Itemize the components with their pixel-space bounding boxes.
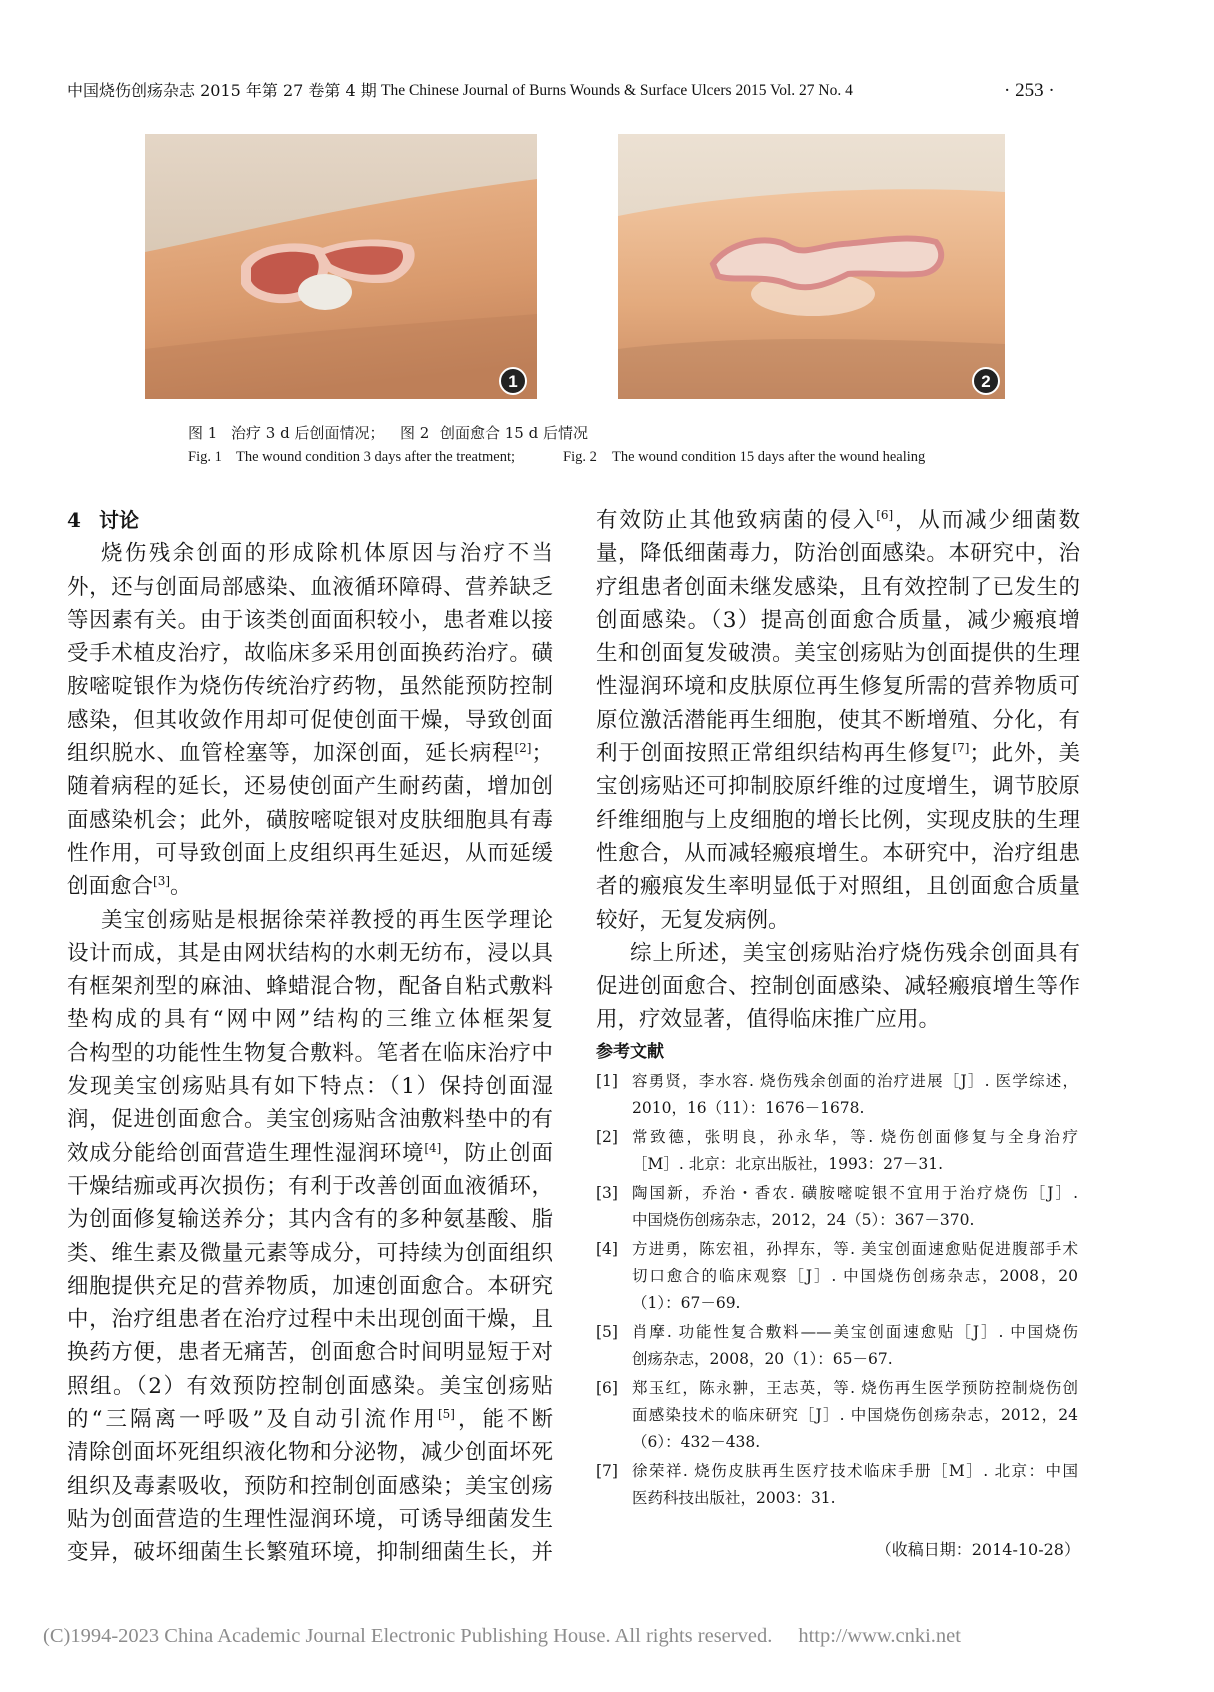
reference-text xyxy=(632,1375,1078,1456)
section-title: 讨论 xyxy=(99,508,139,532)
figure-badge-2 xyxy=(973,368,999,394)
text-line: 生和创面复发破溃。美宝创疡贴为创面提供的生理 xyxy=(596,641,1080,667)
reference-line: （1）：67－69. xyxy=(632,1293,741,1312)
text-line: 润，促进创面愈合。美宝创疡贴含油敷料垫中的有 xyxy=(67,1107,553,1133)
text-line: 发现美宝创疡贴具有如下特点：（1）保持创面湿 xyxy=(67,1074,553,1100)
text-line: 效成分能给创面营造生理性湿润环境[4]，防止创面 xyxy=(67,1140,553,1166)
reference-line: 面感染技术的临床研究［J］. 中国烧伤创疡杂志，2012，24 xyxy=(632,1405,1078,1424)
running-header-journal-cn: 中国烧伤创疡杂志 2015 年第 27 卷第 4 期 xyxy=(67,81,377,100)
reference-label: [2] xyxy=(596,1127,618,1146)
text-line: 变异，破坏细菌生长繁殖环境，抑制细菌生长，并 xyxy=(67,1540,553,1566)
text-line: 者的瘢痕发生率明显低于对照组，且创面愈合质量 xyxy=(596,874,1080,900)
text-line: 贴为创面营造的生理性湿润环境，可诱导细菌发生 xyxy=(67,1506,553,1532)
reference-label: [1] xyxy=(596,1071,618,1090)
text-line: 面感染机会；此外，磺胺嘧啶银对皮肤细胞具有毒 xyxy=(67,807,553,833)
text-line: 性愈合，从而减轻瘢痕增生。本研究中，治疗组患 xyxy=(596,840,1080,866)
caption-en-fig1-label: Fig. 1 xyxy=(188,449,222,465)
citation-mark: [7] xyxy=(952,740,970,755)
left-column-body xyxy=(67,537,553,1569)
figure-2-photo xyxy=(618,134,1005,399)
reference-line: 陶国新，乔治・香农. 磺胺嘧啶银不宜用于治疗烧伤［J］. xyxy=(632,1183,1078,1202)
text-line: 类、维生素及微量元素等成分，可持续为创面组织 xyxy=(67,1240,553,1266)
text-line: 烧伤残余创面的形成除机体原因与治疗不当 xyxy=(101,541,553,567)
caption-cn-fig1-text: 治疗 3 d 后创面情况； xyxy=(231,424,385,442)
text-line: 换药方便，患者无痛苦，创面愈合时间明显短于对 xyxy=(67,1340,553,1366)
figure-badge-number: 2 xyxy=(981,372,991,391)
reference-label: [6] xyxy=(596,1378,618,1397)
text-line: 为创面修复输送养分；其内含有的多种氨基酸、脂 xyxy=(67,1207,553,1233)
text-line: 等因素有关。由于该类创面面积较小，患者难以接 xyxy=(67,607,553,633)
text-line: 中，治疗组患者在治疗过程中未出现创面干燥，且 xyxy=(67,1307,553,1333)
figure-1-photo xyxy=(145,134,537,399)
reference-line: 创疡杂志，2008，20（1）：65－67. xyxy=(632,1349,893,1368)
caption-en-fig2-label: Fig. 2 xyxy=(563,449,597,465)
forearm-shadow xyxy=(618,339,1005,399)
text-line: 原位激活潜能再生细胞，使其不断增殖、分化，有 xyxy=(596,707,1080,733)
caption-cn-fig1-label: 图 1 xyxy=(188,424,218,442)
reference-line: 医药科技出版社，2003：31. xyxy=(632,1488,836,1507)
references-title: 参考文献 xyxy=(596,1041,664,1062)
reference-label: [7] xyxy=(596,1461,618,1480)
received-date: （收稿日期：2014-10-28） xyxy=(875,1540,1080,1559)
text-line: 照组。（2）有效预防控制创面感染。美宝创疡贴 xyxy=(67,1373,553,1399)
text-line: 干燥结痂或再次损伤；有利于改善创面血液循环， xyxy=(67,1173,553,1199)
reference-line: ［M］. 北京：北京出版社，1993：27－31. xyxy=(632,1154,944,1173)
text-line: 细胞提供充足的营养物质，加速创面愈合。本研究 xyxy=(67,1273,553,1299)
copyright-footer xyxy=(43,1623,961,1649)
text-line: 利于创面按照正常组织结构再生修复[7]；此外，美 xyxy=(596,740,1080,767)
text-line: 宝创疡贴还可抑制胶原纤维的过度增生，调节胶原 xyxy=(596,774,1080,800)
text-line: 胺嘧啶银作为烧伤传统治疗药物，虽然能预防控制 xyxy=(67,674,553,700)
citation-mark: [3] xyxy=(153,874,171,889)
reference-line: 容勇贤，李水容. 烧伤残余创面的治疗进展［J］. 医学综述， xyxy=(632,1071,1078,1090)
citation-mark: [6] xyxy=(876,507,894,522)
caption-cn-fig2-label: 图 2 xyxy=(400,424,430,442)
section-number: 4 xyxy=(67,508,81,532)
paragraph xyxy=(596,937,1080,1037)
caption-cn-fig2-text: 创面愈合 15 d 后情况 xyxy=(440,424,588,442)
text-line: 美宝创疡贴是根据徐荣祥教授的再生医学理论 xyxy=(101,907,553,933)
wound-photo-15-days xyxy=(618,134,1005,399)
text-line: 有框架剂型的麻油、蜂蜡混合物，配备自粘式敷料 xyxy=(67,974,553,1000)
reference-line: 切口愈合的临床观察［J］. 中国烧伤创疡杂志，2008，20 xyxy=(632,1266,1078,1285)
reference-line: 中国烧伤创疡杂志，2012，24（5）：367－370. xyxy=(632,1210,975,1229)
text-line: 创面感染。（3）提高创面愈合质量，减少瘢痕增 xyxy=(596,607,1080,633)
text-line: 组织脱水、血管栓塞等，加深创面，延长病程[2]； xyxy=(67,740,553,767)
reference-line: 郑玉红，陈永翀，王志英，等. 烧伤再生医学预防控制烧伤创 xyxy=(632,1378,1078,1397)
right-column-body xyxy=(596,504,1080,1037)
text-line: 的“三隔离一呼吸”及自动引流作用[5]，能不断 xyxy=(67,1406,553,1433)
reference-text xyxy=(632,1458,1078,1512)
paragraph xyxy=(67,904,553,1570)
text-line: 较好，无复发病例。 xyxy=(596,907,790,933)
citation-mark: [5] xyxy=(437,1406,455,1421)
reference-text xyxy=(632,1236,1078,1317)
reference-text xyxy=(632,1068,1078,1122)
text-line: 促进创面愈合、控制创面感染、减轻瘢痕增生等作 xyxy=(596,974,1080,1000)
reference-line: 常致德，张明良，孙永华，等. 烧伤创面修复与全身治疗 xyxy=(632,1127,1078,1146)
reference-item xyxy=(596,1319,1080,1373)
text-line: 垫构成的具有“网中网”结构的三维立体框架复 xyxy=(67,1007,553,1033)
reference-label: [3] xyxy=(596,1183,618,1202)
caption-en-fig1-text: The wound condition 3 days after the treatment; xyxy=(236,449,516,465)
reference-item xyxy=(596,1068,1080,1122)
figure-badge-1 xyxy=(500,368,526,394)
reference-line: 2010，16（11）：1676－1678. xyxy=(632,1098,865,1117)
reference-line: （6）：432－438. xyxy=(632,1432,761,1451)
citation-mark: [2] xyxy=(514,740,532,755)
text-line: 性作用，可导致创面上皮组织再生延迟，从而延缓 xyxy=(67,840,553,866)
text-line: 随着病程的延长，还易使创面产生耐药菌，增加创 xyxy=(67,774,553,800)
reference-text xyxy=(632,1124,1078,1178)
reference-item xyxy=(596,1180,1080,1234)
text-line: 感染，但其收敛作用却可促使创面干燥，导致创面 xyxy=(67,707,553,733)
text-line: 性湿润环境和皮肤原位再生修复所需的营养物质可 xyxy=(596,674,1080,700)
reference-item xyxy=(596,1375,1080,1456)
text-line: 受手术植皮治疗，故临床多采用创面换药治疗。磺 xyxy=(67,641,553,667)
reference-text xyxy=(632,1180,1078,1234)
caption-en-fig2-text: The wound condition 15 days after the wound healing xyxy=(612,449,926,465)
reference-line: 徐荣祥. 烧伤皮肤再生医疗技术临床手册［M］. 北京：中国 xyxy=(632,1461,1078,1480)
reference-label: [5] xyxy=(596,1322,618,1341)
reference-line: 肖摩. 功能性复合敷料——美宝创面速愈贴［J］. 中国烧伤 xyxy=(632,1322,1078,1341)
text-line: 疗组患者创面未继发感染，且有效控制了已发生的 xyxy=(596,574,1080,600)
paragraph xyxy=(596,504,1080,937)
left-column xyxy=(67,504,553,1570)
page-number: · 253 · xyxy=(1004,80,1055,101)
reference-text xyxy=(632,1319,1078,1373)
text-line: 组织及毒素吸收，预防和控制创面感染；美宝创疡 xyxy=(67,1473,553,1499)
text-line: 量，降低细菌毒力，防治创面感染。本研究中，治 xyxy=(596,541,1080,567)
paragraph xyxy=(67,537,553,903)
text-line: 合构型的功能性生物复合敷料。笔者在临床治疗中 xyxy=(67,1040,553,1066)
reference-line: 方进勇，陈宏祖，孙捍东，等. 美宝创面速愈贴促进腹部手术 xyxy=(632,1239,1078,1258)
text-line: 用，疗效显著，值得临床推广应用。 xyxy=(596,1007,941,1033)
reference-label: [4] xyxy=(596,1239,618,1258)
text-line: 创面愈合[3]。 xyxy=(67,874,192,900)
reference-item xyxy=(596,1458,1080,1512)
references-list xyxy=(596,1068,1080,1512)
text-line: 有效防止其他致病菌的侵入[6]，从而减少细菌数 xyxy=(596,507,1080,533)
cnki-url: http://www.cnki.net xyxy=(798,1625,961,1647)
text-line: 纤维细胞与上皮细胞的增长比例，实现皮肤的生理 xyxy=(596,807,1080,833)
copyright-text: (C)1994-2023 China Academic Journal Electronic Publishing House. All rights reserved. xyxy=(43,1625,773,1647)
section-heading xyxy=(67,504,553,537)
reference-item xyxy=(596,1236,1080,1317)
text-line: 综上所述，美宝创疡贴治疗烧伤残余创面具有 xyxy=(630,940,1080,966)
citation-mark: [4] xyxy=(424,1140,442,1155)
text-line: 清除创面坏死组织液化物和分泌物，减少创面坏死 xyxy=(67,1440,553,1466)
right-column xyxy=(596,504,1080,1514)
running-header-journal-en: The Chinese Journal of Burns Wounds & Surface Ulcers 2015 Vol. 27 No. 4 xyxy=(381,82,853,99)
figure-badge-number: 1 xyxy=(508,372,518,391)
wound-photo-3-days xyxy=(145,134,537,399)
reference-item xyxy=(596,1124,1080,1178)
text-line: 设计而成，其是由网状结构的水刺无纺布，浸以具 xyxy=(67,940,553,966)
text-line: 外，还与创面局部感染、血液循环障碍、营养缺乏 xyxy=(67,574,553,600)
